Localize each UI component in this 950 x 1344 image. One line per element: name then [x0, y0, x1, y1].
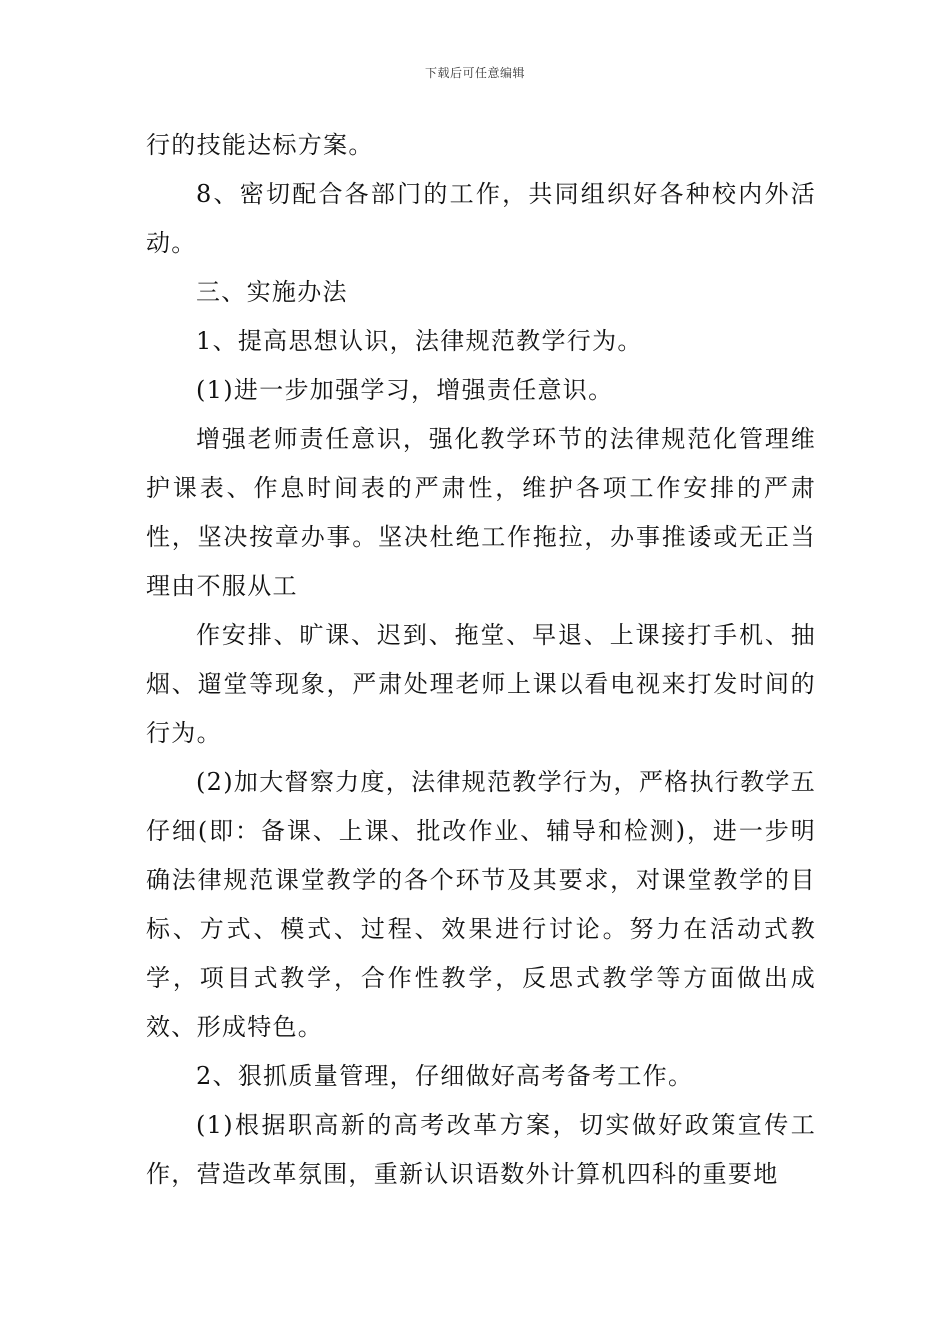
paragraph-10: (1)根据职高新的高考改革方案，切实做好政策宣传工作，营造改革氛围，重新认识语数外计算机四科的重要地 [146, 1111, 816, 1188]
document-body [146, 121, 816, 1199]
paragraph-7: 作安排、旷课、迟到、拖堂、早退、上课接打手机、抽烟、遛堂等现象，严肃处理老师上课以看电视来打发时间的行为。 [146, 621, 816, 747]
paragraph-8: (2)加大督察力度，法律规范教学行为，严格执行教学五仔细(即：备课、上课、批改作业、辅导和检测)，进一步明确法律规范课堂教学的各个环节及其要求，对课堂教学的目标、方式、模式、过程、效果进行讨论。努力在活动式教学，项目式教学，合作性教学，反思式教学等方面做出成效、形成特色。 [146, 768, 816, 1041]
section-heading: 三、实施办法 [196, 278, 348, 306]
paragraph-6: 增强老师责任意识，强化教学环节的法律规范化管理维护课表、作息时间表的严肃性，维护各项工作安排的严肃性，坚决按章办事。坚决杜绝工作拖拉，办事推诿或无正当理由不服从工 [146, 425, 816, 600]
paragraph-2: 8、密切配合各部门的工作，共同组织好各种校内外活动。 [146, 180, 816, 257]
paragraph-1: 行的技能达标方案。 [146, 131, 374, 159]
item-heading-1: (1)进一步加强学习，增强责任意识。 [196, 376, 614, 404]
subsection-heading-1: 1、提高思想认识，法律规范教学行为。 [196, 327, 643, 355]
subsection-heading-2: 2、狠抓质量管理，仔细做好高考备考工作。 [196, 1062, 694, 1090]
page-header: 下载后可任意编辑 [424, 66, 525, 80]
